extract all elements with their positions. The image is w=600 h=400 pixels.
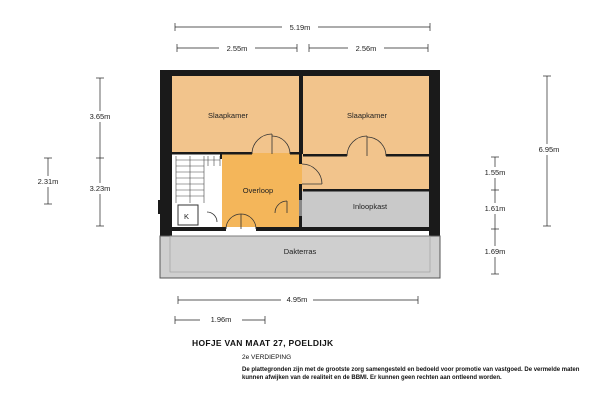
- dim-far-left: 2.31m: [37, 177, 59, 186]
- stair-fill: [172, 153, 222, 205]
- dim-top-total: 5.19m: [289, 23, 311, 32]
- landing-label: Overloop: [242, 186, 274, 195]
- bedroom-left-label: Slaapkamer: [207, 111, 249, 120]
- radiator: [299, 200, 302, 216]
- bedroom-right-label: Slaapkamer: [346, 111, 388, 120]
- dim-right-3: 1.69m: [484, 247, 506, 256]
- cupboard-label: K: [184, 212, 190, 221]
- plan-caption: [192, 338, 592, 382]
- dim-bottom-total: 4.95m: [286, 295, 308, 304]
- dim-right-total: 6.95m: [538, 145, 560, 154]
- terrace-label: Dakterras: [283, 247, 317, 256]
- right-strip-fill: [302, 156, 429, 191]
- disclaimer-text: De plattegronden zijn met de grootste zorg samengesteld en bedoeld voor promotie van vastgoed. De vermelde maten kunnen afwijken van de realiteit en de BBMI. Er kunnen geen rechten aan ontleend worden.: [242, 367, 580, 381]
- closet-label: Inloopkast: [352, 202, 388, 211]
- floor-label: 2e VERDIEPING: [242, 354, 292, 361]
- dim-left-upper: 3.65m: [89, 112, 111, 121]
- dim-left-lower: 3.23m: [89, 184, 111, 193]
- dim-right-2: 1.61m: [484, 204, 506, 213]
- dim-bottom-partial: 1.96m: [210, 315, 232, 324]
- dim-top-left: 2.55m: [226, 44, 248, 53]
- dim-top-right: 2.56m: [355, 44, 377, 53]
- address-title: HOFJE VAN MAAT 27, POELDIJK: [192, 338, 334, 348]
- dim-right-1: 1.55m: [484, 168, 506, 177]
